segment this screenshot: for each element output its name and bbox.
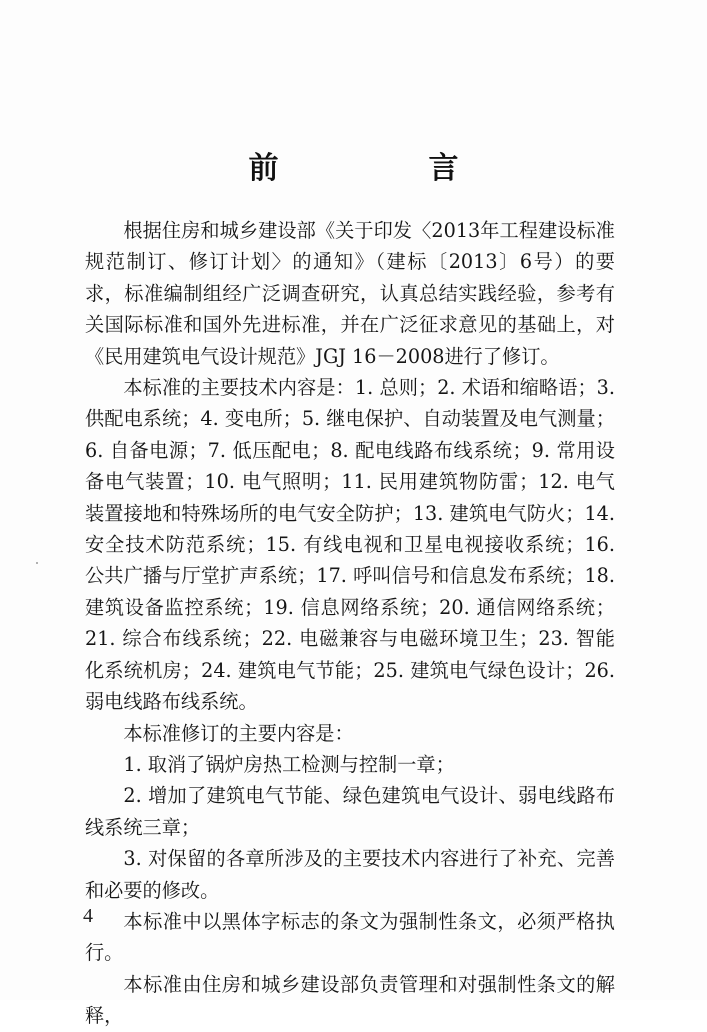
paragraph-background: 根据住房和城乡建设部《关于印发〈2013年工程建设标准规范制订、修订计划〉的通知》（建标〔2013〕6号）的要求，标准编制组经广泛调查研究，认真总结实践经验，参考有关国际标准和国外先进标准，并在广泛征求意见的基础上，对《民用建筑电气设计规范》JGJ 16－2008进行了修订。 bbox=[85, 219, 615, 368]
paragraph-main-contents: 本标准的主要技术内容是：1. 总则；2. 术语和缩略语；3. 供配电系统；4. 变电所；5. 继电保护、自动装置及电气测量；6. 自备电源；7. 低压配电；8. 配电线路布线系统；9. 常用设备电气装置；10. 电气照明；11. 民用建筑物防雷；12. 电气装置接地和特殊场所的电气安全防护；13. 建筑电气防火；14. 安全技术防范系统；15. 有线电视和卫星电视接收系统；16. 公共广播与厅堂扩声系统；17. 呼叫信号和信息发布系统；18. 建筑设备监控系统；19. 信息网络系统；20. 通信网络系统；21. 综合布线系统；22. 电磁兼容与电磁环境卫生；23. 智能化系统机房；24. 建筑电气节能；25. 建筑电气绿色设计；26. 弱电线路布线系统。 bbox=[85, 376, 615, 714]
paragraph-revision-intro: 本标准修订的主要内容是： bbox=[123, 721, 354, 745]
scan-speck bbox=[36, 562, 38, 564]
page-number: 4 bbox=[83, 905, 93, 927]
page-title: 前 言 bbox=[248, 151, 519, 186]
paragraph-revision-item-1: 1. 取消了锅炉房热工检测与控制一章； bbox=[123, 752, 455, 776]
paragraph-mandatory-clauses: 本标准中以黑体字标志的条文为强制性条文，必须严格执行。 bbox=[85, 909, 615, 965]
body-text bbox=[85, 215, 615, 1032]
paragraph-revision-item-2: 2. 增加了建筑电气节能、绿色建筑电气设计、弱电线路布线系统三章； bbox=[85, 784, 615, 839]
paragraph-revision-item-3: 3. 对保留的各章所涉及的主要技术内容进行了补充、完善和必要的修改。 bbox=[85, 847, 615, 902]
paragraph-management: 本标准由住房和城乡建设部负责管理和对强制性条文的解释， bbox=[85, 972, 615, 1028]
